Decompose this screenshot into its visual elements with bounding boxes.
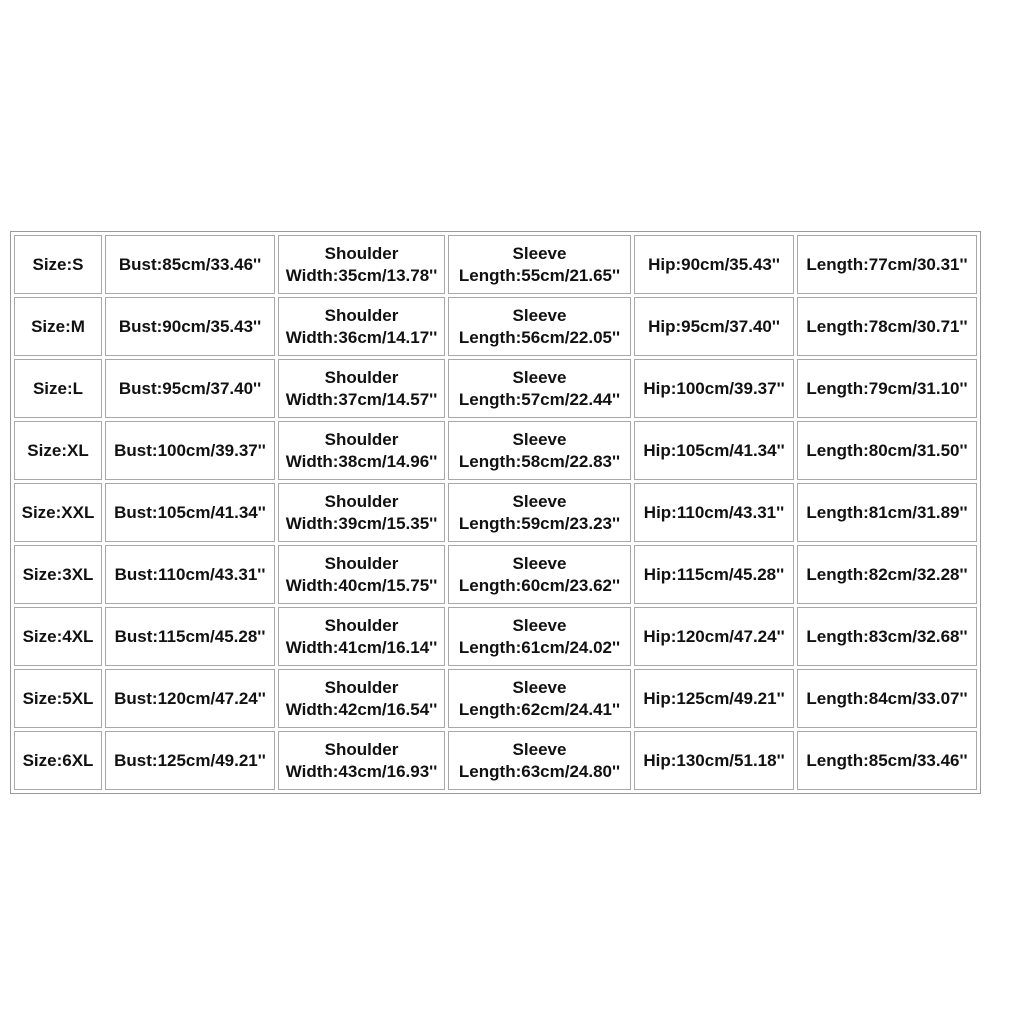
sleeve-length-cell-value: Length:57cm/22.44'' [458,389,621,409]
sleeve-length-cell [448,607,631,666]
size-cell: Size:XL [14,421,102,480]
bust-cell: Bust:100cm/39.37'' [105,421,275,480]
sleeve-length-cell-label: Sleeve [512,243,567,263]
shoulder-width-cell-label: Shoulder [324,243,399,263]
hip-cell: Hip:125cm/49.21'' [634,669,794,728]
shoulder-width-cell [278,669,445,728]
sleeve-length-cell-value: Length:59cm/23.23'' [458,513,621,533]
length-cell: Length:78cm/30.71'' [797,297,977,356]
sleeve-length-cell [448,359,631,418]
shoulder-width-cell-label: Shoulder [324,739,399,759]
sleeve-length-cell-label: Sleeve [512,615,567,635]
hip-cell: Hip:130cm/51.18'' [634,731,794,790]
hip-cell: Hip:90cm/35.43'' [634,235,794,294]
size-cell: Size:3XL [14,545,102,604]
length-cell: Length:83cm/32.68'' [797,607,977,666]
shoulder-width-cell-label: Shoulder [324,677,399,697]
length-cell: Length:80cm/31.50'' [797,421,977,480]
bust-cell: Bust:125cm/49.21'' [105,731,275,790]
sleeve-length-cell-value: Length:63cm/24.80'' [458,761,621,781]
size-row [14,359,977,418]
sleeve-length-cell-value: Length:55cm/21.65'' [458,265,621,285]
shoulder-width-cell-label: Shoulder [324,491,399,511]
size-row [14,545,977,604]
bust-cell: Bust:120cm/47.24'' [105,669,275,728]
sleeve-length-cell [448,483,631,542]
size-cell: Size:S [14,235,102,294]
shoulder-width-cell-value: Width:36cm/14.17'' [285,327,438,347]
size-row [14,297,977,356]
length-cell: Length:81cm/31.89'' [797,483,977,542]
size-row [14,607,977,666]
size-cell: Size:M [14,297,102,356]
length-cell: Length:77cm/30.31'' [797,235,977,294]
sleeve-length-cell [448,421,631,480]
sleeve-length-cell-label: Sleeve [512,491,567,511]
length-cell: Length:84cm/33.07'' [797,669,977,728]
size-row [14,669,977,728]
shoulder-width-cell-label: Shoulder [324,367,399,387]
sleeve-length-cell-label: Sleeve [512,305,567,325]
bust-cell: Bust:115cm/45.28'' [105,607,275,666]
shoulder-width-cell [278,421,445,480]
hip-cell: Hip:105cm/41.34'' [634,421,794,480]
hip-cell: Hip:115cm/45.28'' [634,545,794,604]
shoulder-width-cell [278,607,445,666]
sleeve-length-cell-value: Length:61cm/24.02'' [458,637,621,657]
sleeve-length-cell [448,235,631,294]
hip-cell: Hip:100cm/39.37'' [634,359,794,418]
sleeve-length-cell [448,297,631,356]
sleeve-length-cell-label: Sleeve [512,739,567,759]
shoulder-width-cell [278,235,445,294]
shoulder-width-cell-label: Shoulder [324,305,399,325]
size-row [14,235,977,294]
size-cell: Size:6XL [14,731,102,790]
sleeve-length-cell-label: Sleeve [512,429,567,449]
size-cell: Size:L [14,359,102,418]
size-cell: Size:4XL [14,607,102,666]
shoulder-width-cell [278,731,445,790]
bust-cell: Bust:85cm/33.46'' [105,235,275,294]
shoulder-width-cell [278,359,445,418]
sleeve-length-cell [448,731,631,790]
shoulder-width-cell-label: Shoulder [324,429,399,449]
sleeve-length-cell-value: Length:62cm/24.41'' [458,699,621,719]
shoulder-width-cell [278,483,445,542]
sleeve-length-cell-value: Length:56cm/22.05'' [458,327,621,347]
hip-cell: Hip:95cm/37.40'' [634,297,794,356]
sleeve-length-cell-label: Sleeve [512,553,567,573]
sleeve-length-cell-label: Sleeve [512,677,567,697]
sleeve-length-cell-value: Length:60cm/23.62'' [458,575,621,595]
length-cell: Length:82cm/32.28'' [797,545,977,604]
bust-cell: Bust:95cm/37.40'' [105,359,275,418]
size-cell: Size:XXL [14,483,102,542]
shoulder-width-cell-label: Shoulder [324,553,399,573]
size-chart-body [14,235,977,790]
shoulder-width-cell [278,545,445,604]
length-cell: Length:79cm/31.10'' [797,359,977,418]
sleeve-length-cell-value: Length:58cm/22.83'' [458,451,621,471]
size-cell: Size:5XL [14,669,102,728]
shoulder-width-cell [278,297,445,356]
shoulder-width-cell-value: Width:42cm/16.54'' [285,699,438,719]
size-row [14,483,977,542]
shoulder-width-cell-label: Shoulder [324,615,399,635]
shoulder-width-cell-value: Width:43cm/16.93'' [285,761,438,781]
bust-cell: Bust:90cm/35.43'' [105,297,275,356]
sleeve-length-cell-label: Sleeve [512,367,567,387]
sleeve-length-cell [448,669,631,728]
shoulder-width-cell-value: Width:41cm/16.14'' [285,637,438,657]
shoulder-width-cell-value: Width:38cm/14.96'' [285,451,438,471]
sleeve-length-cell [448,545,631,604]
hip-cell: Hip:110cm/43.31'' [634,483,794,542]
shoulder-width-cell-value: Width:40cm/15.75'' [285,575,438,595]
bust-cell: Bust:110cm/43.31'' [105,545,275,604]
shoulder-width-cell-value: Width:37cm/14.57'' [285,389,438,409]
size-chart-table [10,231,981,794]
size-row [14,731,977,790]
shoulder-width-cell-value: Width:35cm/13.78'' [285,265,438,285]
shoulder-width-cell-value: Width:39cm/15.35'' [285,513,438,533]
hip-cell: Hip:120cm/47.24'' [634,607,794,666]
length-cell: Length:85cm/33.46'' [797,731,977,790]
bust-cell: Bust:105cm/41.34'' [105,483,275,542]
size-row [14,421,977,480]
